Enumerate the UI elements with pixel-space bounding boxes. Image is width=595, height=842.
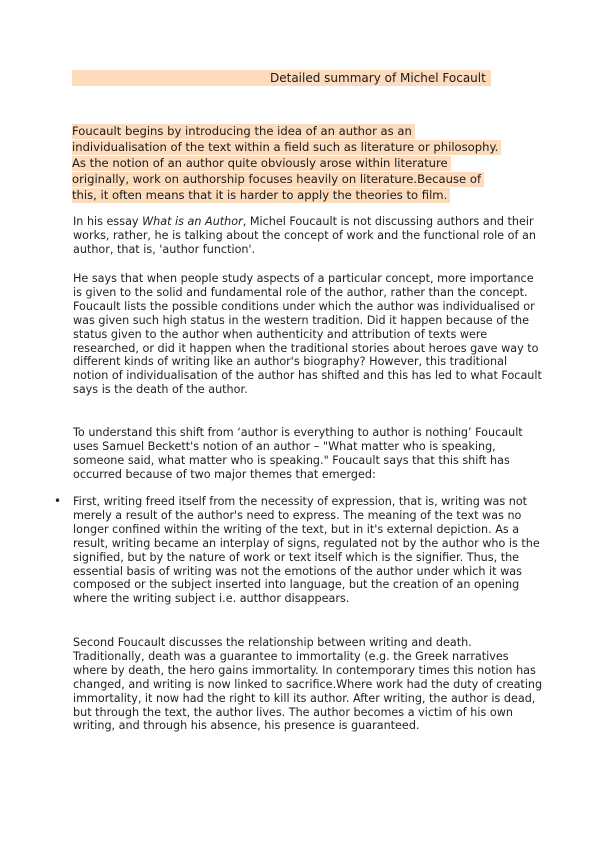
paragraph-essay-intro [73, 215, 543, 257]
paragraph-first-theme [73, 495, 543, 606]
essay-title: What is an Author [142, 215, 243, 228]
paragraph-individualisation: He says that when people study aspects of a particular concept, more importance is given to the solid and fundamental role of the author, rather than the concept. Foucault lists the possible conditions under which the author was individualised or was given such high status in the western tradition. Did it happen because of the status given to the author when authenticity and attribution of texts were researched, or did it happen when the traditional stories about heroes gave way to different kinds of writing like an author's biography? However, this traditional notion of individualisation of the author has shifted and this has led to what Focault says is the death of the author. [73, 272, 542, 397]
highlighted-line: individualisation of the text within a field such as literature or philosophy. [72, 140, 501, 155]
highlighted-line: this, it often means that it is harder to apply the theories to film. [72, 188, 450, 203]
paragraph-text: First, writing freed itself from the necessity of expression, that is, writing was not merely a result of the author's need to express. The meaning of the text was no longer confined within the writing of the text, but in it's external depiction. As a result, writing became an interplay of signs, regulated not by the author who is the signified, but by the nature of work or text itself which is the signifier. Thus, the essential basis of writing was not the emotions of the author under which it was composed or the subject inserted into language, but the creation of an opening where the writing subject i.e. autthor disappears. [73, 495, 540, 606]
highlighted-line: As the notion of an author quite obviously arose within literature [72, 156, 451, 171]
paragraph-shift: To understand this shift from ‘author is everything to author is nothing’ Foucault uses Samuel Beckett's notion of an author – "What matter who is speaking, someone said, what matter who is speaking." Foucault says that this shift has occurred because of two major themes that emerged: [73, 426, 523, 481]
document-title: Detailed summary of Michel Focault [270, 71, 486, 85]
highlighted-line: originally, work on authorship focuses heavily on literature.Because of [72, 172, 484, 187]
paragraph-text: In his essay [73, 215, 143, 228]
paragraph-text: , Michel Foucault is not discussing authors and their works, rather, he is talking about the concept of work and the functional role of an author, that is, 'author function'. [73, 215, 536, 256]
paragraph-second-theme: Second Foucault discusses the relationship between writing and death. Traditionally, death was a guarantee to immortality (e.g. the Greek narratives where by death, the hero gains immortality. In contemporary times this notion has changed, and writing is now linked to sacrifice.Where work had the duty of creating immortality, it now had the right to kill its author. After writing, the author is dead, but through the text, the author lives. The author becomes a victim of his own writing, and through his absence, his presence is guaranteed. [73, 636, 543, 733]
bullet-icon: • [54, 494, 62, 508]
highlighted-line: Foucault begins by introducing the idea of an author as an [72, 124, 415, 139]
